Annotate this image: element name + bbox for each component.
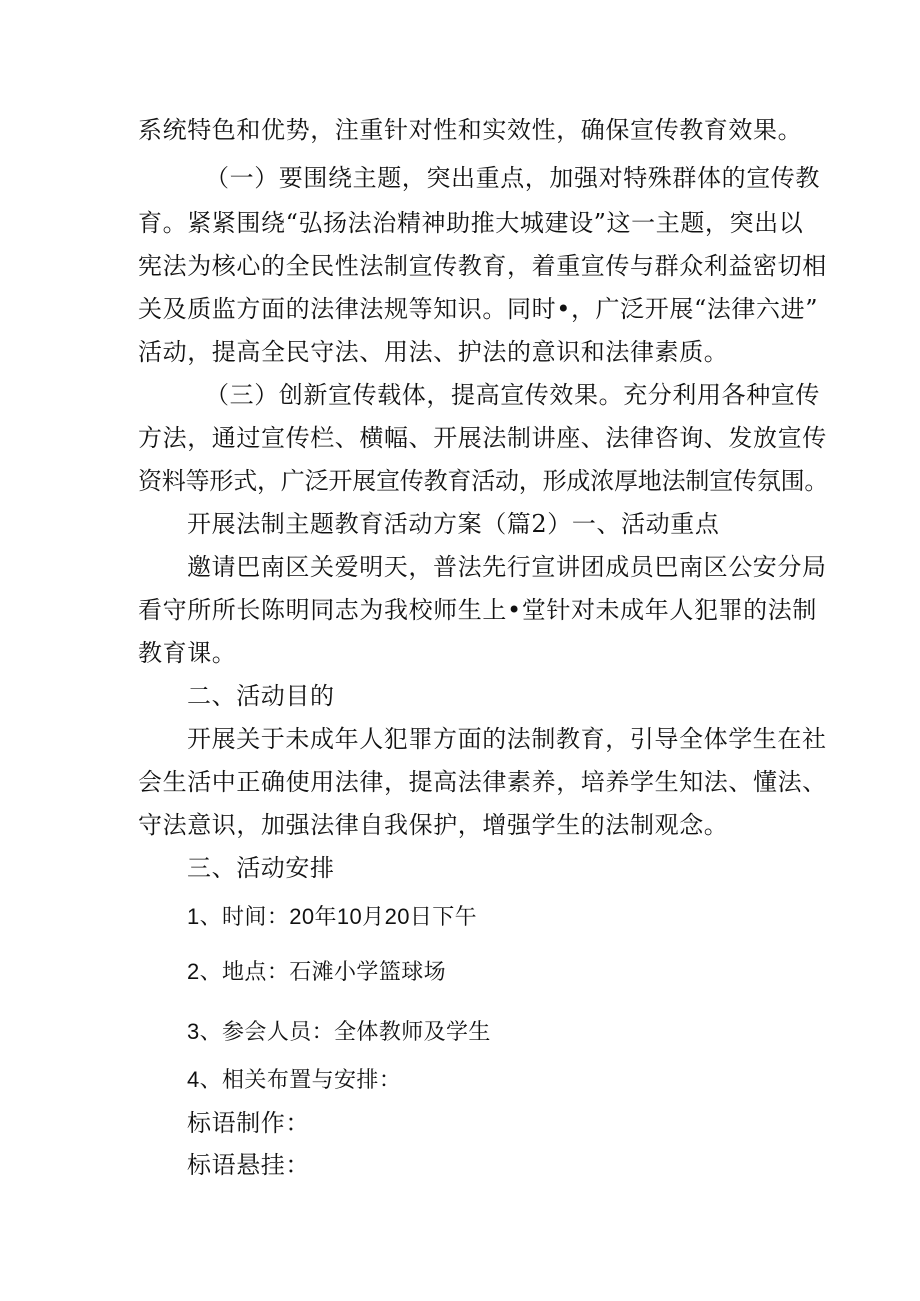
section-heading: 二、活动目的 xyxy=(187,682,335,710)
paragraph-line: （三）创新宣传载体，提高宣传效果。充分利用各种宣传 xyxy=(205,381,820,409)
list-item-location: 2、地点：石滩小学篮球场 xyxy=(187,959,447,984)
paragraph-line: 关及质监方面的法律法规等知识。同时•，广泛开展“法律六进” xyxy=(138,295,819,323)
list-item-time: 1、时间：20年10月20日下午 xyxy=(187,904,478,929)
section-heading: 开展法制主题教育活动方案（篇2）一、活动重点 xyxy=(187,510,720,538)
paragraph-line: 育。紧紧围绕“弘扬法治精神助推大城建设”这一主题，突出以 xyxy=(138,209,804,237)
paragraph-line: 守法意识，加强法律自我保护，增强学生的法制观念。 xyxy=(138,811,729,839)
paragraph-line: 看守所所长陈明同志为我校师生上•堂针对未成年人犯罪的法制 xyxy=(138,596,817,624)
list-item-arrangements: 4、相关布置与安排： xyxy=(187,1067,402,1092)
paragraph-line: 教育课。 xyxy=(138,639,237,667)
list-subitem: 标语制作： xyxy=(187,1109,310,1137)
paragraph-line: 邀请巴南区关爱明天，普法先行宣讲团成员巴南区公安分局 xyxy=(187,553,827,581)
paragraph-line: 开展关于未成年人犯罪方面的法制教育，引导全体学生在社 xyxy=(187,725,827,753)
paragraph-line: 资料等形式，广泛开展宣传教育活动，形成浓厚地法制宣传氛围。 xyxy=(138,467,829,495)
paragraph-line: 会生活中正确使用法律，提高法律素养，培养学生知法、懂法、 xyxy=(138,768,827,796)
paragraph-line: 宪法为核心的全民性法制宣传教育，着重宣传与群众利益密切相 xyxy=(138,252,827,280)
section-heading: 三、活动安排 xyxy=(187,854,335,882)
paragraph-line: 系统特色和优势，注重针对性和实效性，确保宣传教育效果。 xyxy=(138,116,803,144)
paragraph-line: （一）要围绕主题，突出重点，加强对特殊群体的宣传教 xyxy=(205,164,820,192)
paragraph-line: 活动，提高全民守法、用法、护法的意识和法律素质。 xyxy=(138,338,729,366)
list-item-attendees: 3、参会人员：全体教师及学生 xyxy=(187,1019,491,1044)
list-subitem: 标语悬挂： xyxy=(187,1151,310,1179)
paragraph-line: 方法，通过宣传栏、横幅、开展法制讲座、法律咨询、发放宣传 xyxy=(138,424,827,452)
